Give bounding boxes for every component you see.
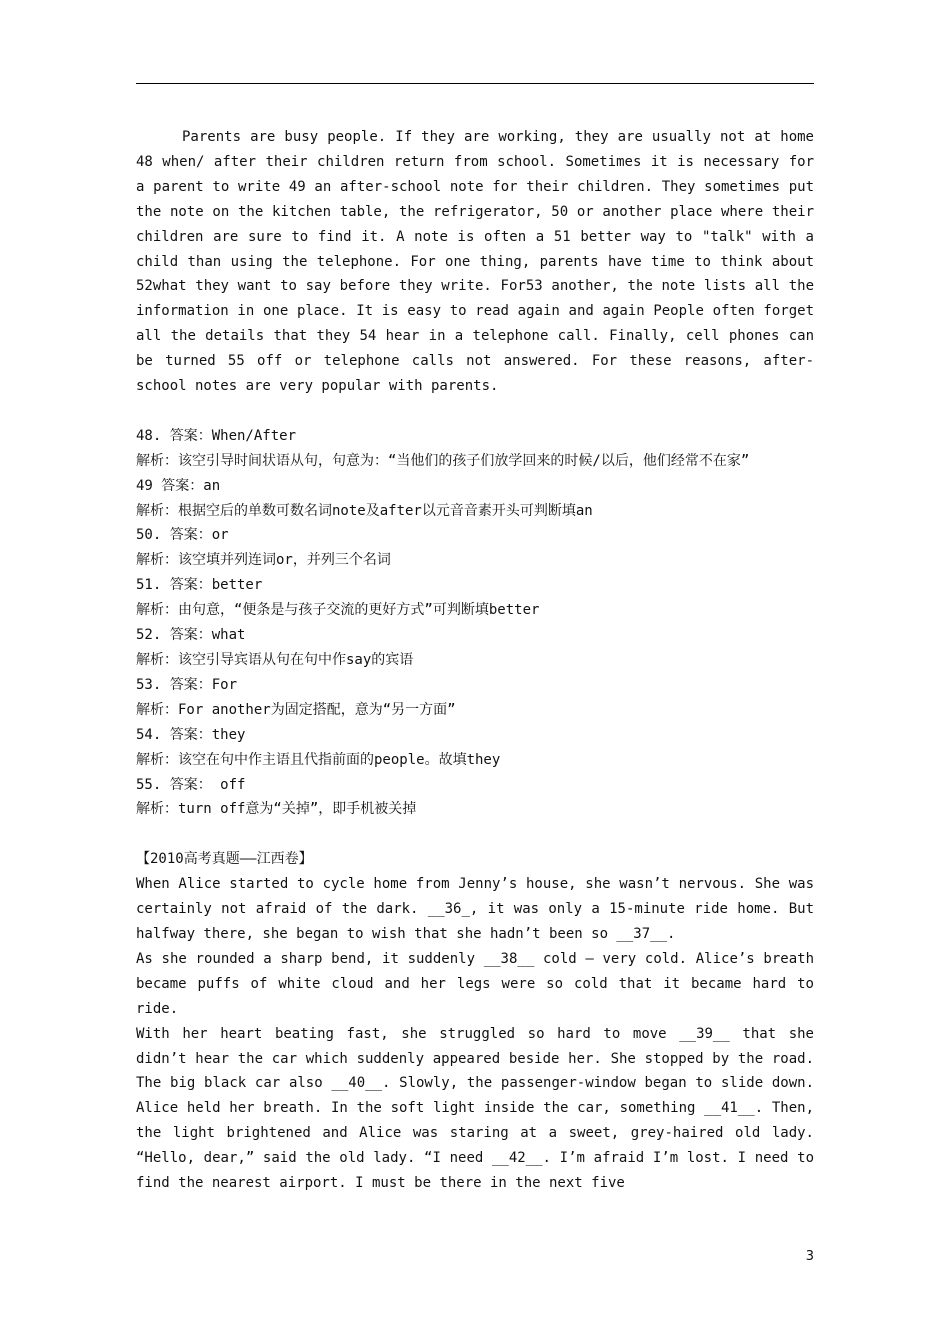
answer-line: 54. 答案：they bbox=[136, 726, 246, 743]
answer-line: 49 答案：an bbox=[136, 477, 221, 494]
spacer bbox=[136, 822, 814, 847]
section-heading: 【2010高考真题——江西卷】 bbox=[136, 851, 313, 868]
analysis-line: 解析：该空在句中作主语且代指前面的people。故填they bbox=[136, 751, 501, 768]
page-number: 3 bbox=[805, 1249, 814, 1264]
answer-list bbox=[136, 424, 814, 823]
analysis-line: 解析：该空引导时间状语从句，句意为：“当他们的孩子们放学回来的时候/以后，他们经常不在家” bbox=[136, 452, 750, 469]
passage-paragraph: As she rounded a sharp bend, it suddenly __38__ cold — very cold. Alice’s breath became puffs of white cloud and her legs were so cold that it became hard to ride. bbox=[136, 950, 814, 1017]
answer-line: 52. 答案：what bbox=[136, 627, 246, 644]
answer-line: 48. 答案：When/After bbox=[136, 427, 297, 444]
analysis-line: 解析：该空填并列连词or，并列三个名词 bbox=[136, 552, 391, 569]
passage-paragraph: Parents are busy people. If they are working, they are usually not at home 48 when/ after their children return from school. Sometimes it is necessary for a parent to write 49 an after-school note for their children. They sometimes put the note on the kitchen table, the refrigerator, 50 or another place where their children are sure to find it. A note is often a 51 better way to "talk" with a child than using the telephone. For one thing, parents have time to think about 52what they want to say before they write. For53 another, the note lists all the information in one place. It is easy to read again and again People often forget all the details that they 54 hear in a telephone call. Finally, cell phones can be turned 55 off or telephone calls not answered. For these reasons, after-school notes are very popular with parents. bbox=[136, 129, 814, 395]
analysis-line: 解析：根据空后的单数可数名词note及after以元音音素开头可判断填an bbox=[136, 502, 593, 519]
analysis-line: 解析：由句意，“便条是与孩子交流的更好方式”可判断填better bbox=[136, 602, 540, 619]
answer-line: 50. 答案：or bbox=[136, 527, 229, 544]
passage-paragraph: With her heart beating fast, she struggled so hard to move __39__ that she didn’t hear the car which suddenly appeared beside her. She stopped by the road. The big black car also __40__. Slowly, the passenger-window began to slide down. Alice held her breath. In the soft light inside the car, something __41__. Then, the light brightened and Alice was staring at a sweet, grey-haired old lady. “Hello, dear,” said the old lady. “I need __42__. I’m afraid I’m lost. I need to find the nearest airport. I must be there in the next five bbox=[136, 1025, 814, 1192]
answer-line: 53. 答案：For bbox=[136, 676, 238, 693]
analysis-line: 解析：turn off意为“关掉”，即手机被关掉 bbox=[136, 801, 417, 818]
analysis-line: 解析：For another为固定搭配，意为“另一方面” bbox=[136, 701, 456, 718]
answer-line: 55. 答案： off bbox=[136, 776, 246, 793]
analysis-line: 解析：该空引导宾语从句在句中作say的宾语 bbox=[136, 652, 414, 669]
page-content bbox=[136, 125, 814, 1196]
answer-line: 51. 答案：better bbox=[136, 577, 263, 594]
header-rule bbox=[136, 83, 814, 84]
spacer bbox=[136, 399, 814, 424]
passage-paragraph: When Alice started to cycle home from Jenny’s house, she wasn’t nervous. She was certainly not afraid of the dark. __36_, it was only a 15-minute ride home. But halfway there, she began to wish that she hadn’t been so __37__. bbox=[136, 876, 814, 942]
